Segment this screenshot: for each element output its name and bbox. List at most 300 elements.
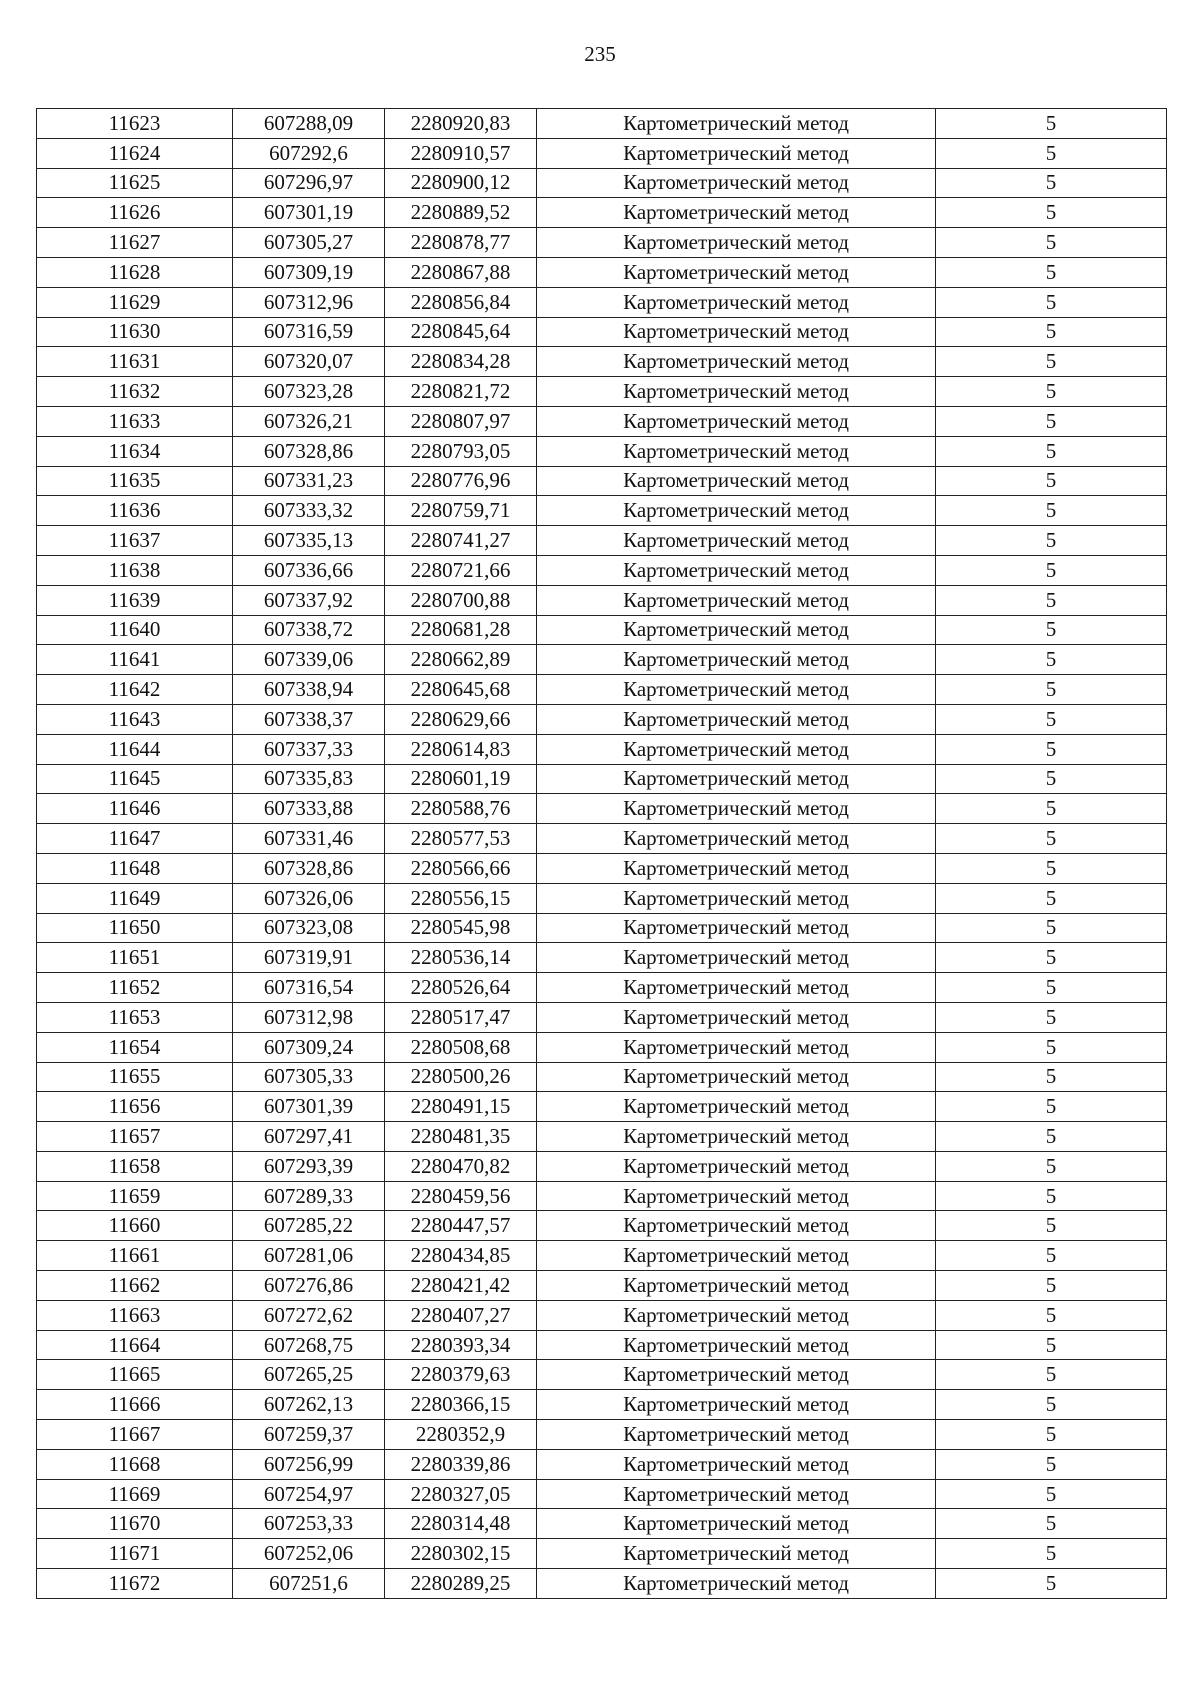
table-row [37, 1300, 1167, 1330]
method-cell: Картометрический метод [537, 109, 936, 139]
accuracy-cell: 5 [936, 377, 1167, 407]
x-coordinate-cell: 607339,06 [233, 645, 385, 675]
accuracy-cell: 5 [936, 109, 1167, 139]
y-coordinate-cell: 2280721,66 [385, 555, 537, 585]
accuracy-cell: 5 [936, 436, 1167, 466]
x-coordinate-cell: 607251,6 [233, 1569, 385, 1599]
x-coordinate-cell: 607333,88 [233, 794, 385, 824]
y-coordinate-cell: 2280741,27 [385, 526, 537, 556]
accuracy-cell: 5 [936, 1241, 1167, 1271]
accuracy-cell: 5 [936, 347, 1167, 377]
table-row [37, 138, 1167, 168]
table-row [37, 228, 1167, 258]
point-number-cell: 11665 [37, 1360, 233, 1390]
point-number-cell: 11626 [37, 198, 233, 228]
y-coordinate-cell: 2280588,76 [385, 794, 537, 824]
table-row [37, 704, 1167, 734]
x-coordinate-cell: 607268,75 [233, 1330, 385, 1360]
method-cell: Картометрический метод [537, 377, 936, 407]
y-coordinate-cell: 2280662,89 [385, 645, 537, 675]
x-coordinate-cell: 607312,96 [233, 287, 385, 317]
point-number-cell: 11657 [37, 1122, 233, 1152]
x-coordinate-cell: 607320,07 [233, 347, 385, 377]
point-number-cell: 11663 [37, 1300, 233, 1330]
point-number-cell: 11644 [37, 734, 233, 764]
y-coordinate-cell: 2280536,14 [385, 943, 537, 973]
point-number-cell: 11627 [37, 228, 233, 258]
table-row [37, 1241, 1167, 1271]
accuracy-cell: 5 [936, 526, 1167, 556]
y-coordinate-cell: 2280920,83 [385, 109, 537, 139]
accuracy-cell: 5 [936, 764, 1167, 794]
x-coordinate-cell: 607309,24 [233, 1032, 385, 1062]
y-coordinate-cell: 2280889,52 [385, 198, 537, 228]
method-cell: Картометрический метод [537, 257, 936, 287]
y-coordinate-cell: 2280700,88 [385, 585, 537, 615]
method-cell: Картометрический метод [537, 1330, 936, 1360]
y-coordinate-cell: 2280759,71 [385, 496, 537, 526]
point-number-cell: 11667 [37, 1420, 233, 1450]
x-coordinate-cell: 607254,97 [233, 1479, 385, 1509]
method-cell: Картометрический метод [537, 1241, 936, 1271]
accuracy-cell: 5 [936, 1539, 1167, 1569]
method-cell: Картометрический метод [537, 287, 936, 317]
table-row [37, 585, 1167, 615]
accuracy-cell: 5 [936, 466, 1167, 496]
table-row [37, 109, 1167, 139]
method-cell: Картометрический метод [537, 853, 936, 883]
method-cell: Картометрический метод [537, 168, 936, 198]
accuracy-cell: 5 [936, 1330, 1167, 1360]
y-coordinate-cell: 2280447,57 [385, 1211, 537, 1241]
point-number-cell: 11640 [37, 615, 233, 645]
y-coordinate-cell: 2280517,47 [385, 1002, 537, 1032]
accuracy-cell: 5 [936, 913, 1167, 943]
point-number-cell: 11650 [37, 913, 233, 943]
accuracy-cell: 5 [936, 1569, 1167, 1599]
x-coordinate-cell: 607331,23 [233, 466, 385, 496]
y-coordinate-cell: 2280601,19 [385, 764, 537, 794]
table-row [37, 377, 1167, 407]
y-coordinate-cell: 2280407,27 [385, 1300, 537, 1330]
y-coordinate-cell: 2280327,05 [385, 1479, 537, 1509]
method-cell: Картометрический метод [537, 704, 936, 734]
method-cell: Картометрический метод [537, 347, 936, 377]
y-coordinate-cell: 2280681,28 [385, 615, 537, 645]
table-row [37, 466, 1167, 496]
accuracy-cell: 5 [936, 675, 1167, 705]
accuracy-cell: 5 [936, 1420, 1167, 1450]
point-number-cell: 11641 [37, 645, 233, 675]
y-coordinate-cell: 2280421,42 [385, 1271, 537, 1301]
table-row [37, 436, 1167, 466]
table-row [37, 1181, 1167, 1211]
method-cell: Картометрический метод [537, 1092, 936, 1122]
table-row [37, 347, 1167, 377]
method-cell: Картометрический метод [537, 1181, 936, 1211]
y-coordinate-cell: 2280556,15 [385, 883, 537, 913]
y-coordinate-cell: 2280614,83 [385, 734, 537, 764]
table-row [37, 973, 1167, 1003]
method-cell: Картометрический метод [537, 1539, 936, 1569]
method-cell: Картометрический метод [537, 1569, 936, 1599]
accuracy-cell: 5 [936, 1002, 1167, 1032]
accuracy-cell: 5 [936, 734, 1167, 764]
accuracy-cell: 5 [936, 1509, 1167, 1539]
point-number-cell: 11669 [37, 1479, 233, 1509]
point-number-cell: 11638 [37, 555, 233, 585]
accuracy-cell: 5 [936, 1271, 1167, 1301]
accuracy-cell: 5 [936, 704, 1167, 734]
accuracy-cell: 5 [936, 794, 1167, 824]
y-coordinate-cell: 2280545,98 [385, 913, 537, 943]
x-coordinate-cell: 607262,13 [233, 1390, 385, 1420]
y-coordinate-cell: 2280878,77 [385, 228, 537, 258]
method-cell: Картометрический метод [537, 734, 936, 764]
table-row [37, 257, 1167, 287]
point-number-cell: 11642 [37, 675, 233, 705]
accuracy-cell: 5 [936, 645, 1167, 675]
method-cell: Картометрический метод [537, 1211, 936, 1241]
point-number-cell: 11662 [37, 1271, 233, 1301]
table-row [37, 555, 1167, 585]
method-cell: Картометрический метод [537, 466, 936, 496]
table-row [37, 1390, 1167, 1420]
y-coordinate-cell: 2280577,53 [385, 824, 537, 854]
y-coordinate-cell: 2280834,28 [385, 347, 537, 377]
method-cell: Картометрический метод [537, 943, 936, 973]
y-coordinate-cell: 2280793,05 [385, 436, 537, 466]
table-row [37, 198, 1167, 228]
method-cell: Картометрический метод [537, 1032, 936, 1062]
table-row [37, 496, 1167, 526]
x-coordinate-cell: 607335,83 [233, 764, 385, 794]
accuracy-cell: 5 [936, 1300, 1167, 1330]
method-cell: Картометрический метод [537, 198, 936, 228]
x-coordinate-cell: 607281,06 [233, 1241, 385, 1271]
accuracy-cell: 5 [936, 555, 1167, 585]
point-number-cell: 11645 [37, 764, 233, 794]
table-row [37, 1002, 1167, 1032]
accuracy-cell: 5 [936, 943, 1167, 973]
x-coordinate-cell: 607272,62 [233, 1300, 385, 1330]
point-number-cell: 11647 [37, 824, 233, 854]
y-coordinate-cell: 2280393,34 [385, 1330, 537, 1360]
method-cell: Картометрический метод [537, 1509, 936, 1539]
table-row [37, 824, 1167, 854]
x-coordinate-cell: 607338,37 [233, 704, 385, 734]
method-cell: Картометрический метод [537, 1002, 936, 1032]
y-coordinate-cell: 2280339,86 [385, 1449, 537, 1479]
point-number-cell: 11629 [37, 287, 233, 317]
x-coordinate-cell: 607336,66 [233, 555, 385, 585]
x-coordinate-cell: 607335,13 [233, 526, 385, 556]
point-number-cell: 11652 [37, 973, 233, 1003]
method-cell: Картометрический метод [537, 645, 936, 675]
page-number: 235 [584, 42, 616, 66]
method-cell: Картометрический метод [537, 913, 936, 943]
method-cell: Картометрический метод [537, 764, 936, 794]
accuracy-cell: 5 [936, 1390, 1167, 1420]
method-cell: Картометрический метод [537, 496, 936, 526]
x-coordinate-cell: 607265,25 [233, 1360, 385, 1390]
x-coordinate-cell: 607305,27 [233, 228, 385, 258]
point-number-cell: 11660 [37, 1211, 233, 1241]
y-coordinate-cell: 2280352,9 [385, 1420, 537, 1450]
table-row [37, 317, 1167, 347]
point-number-cell: 11646 [37, 794, 233, 824]
table-row [37, 287, 1167, 317]
accuracy-cell: 5 [936, 257, 1167, 287]
point-number-cell: 11655 [37, 1062, 233, 1092]
table-row [37, 168, 1167, 198]
y-coordinate-cell: 2280481,35 [385, 1122, 537, 1152]
method-cell: Картометрический метод [537, 794, 936, 824]
point-number-cell: 11634 [37, 436, 233, 466]
method-cell: Картометрический метод [537, 824, 936, 854]
y-coordinate-cell: 2280434,85 [385, 1241, 537, 1271]
x-coordinate-cell: 607312,98 [233, 1002, 385, 1032]
x-coordinate-cell: 607326,06 [233, 883, 385, 913]
method-cell: Картометрический метод [537, 1271, 936, 1301]
point-number-cell: 11631 [37, 347, 233, 377]
table-row [37, 526, 1167, 556]
method-cell: Картометрический метод [537, 526, 936, 556]
x-coordinate-cell: 607338,72 [233, 615, 385, 645]
method-cell: Картометрический метод [537, 1360, 936, 1390]
accuracy-cell: 5 [936, 1092, 1167, 1122]
point-number-cell: 11637 [37, 526, 233, 556]
point-number-cell: 11653 [37, 1002, 233, 1032]
x-coordinate-cell: 607289,33 [233, 1181, 385, 1211]
accuracy-cell: 5 [936, 585, 1167, 615]
accuracy-cell: 5 [936, 168, 1167, 198]
y-coordinate-cell: 2280821,72 [385, 377, 537, 407]
table-row [37, 1420, 1167, 1450]
y-coordinate-cell: 2280500,26 [385, 1062, 537, 1092]
method-cell: Картометрический метод [537, 1479, 936, 1509]
x-coordinate-cell: 607323,08 [233, 913, 385, 943]
x-coordinate-cell: 607297,41 [233, 1122, 385, 1152]
accuracy-cell: 5 [936, 228, 1167, 258]
method-cell: Картометрический метод [537, 1390, 936, 1420]
point-number-cell: 11630 [37, 317, 233, 347]
accuracy-cell: 5 [936, 853, 1167, 883]
table-row [37, 1151, 1167, 1181]
x-coordinate-cell: 607337,33 [233, 734, 385, 764]
x-coordinate-cell: 607305,33 [233, 1062, 385, 1092]
accuracy-cell: 5 [936, 1062, 1167, 1092]
point-number-cell: 11632 [37, 377, 233, 407]
x-coordinate-cell: 607292,6 [233, 138, 385, 168]
y-coordinate-cell: 2280508,68 [385, 1032, 537, 1062]
y-coordinate-cell: 2280645,68 [385, 675, 537, 705]
x-coordinate-cell: 607328,86 [233, 853, 385, 883]
accuracy-cell: 5 [936, 1151, 1167, 1181]
point-number-cell: 11628 [37, 257, 233, 287]
method-cell: Картометрический метод [537, 973, 936, 1003]
method-cell: Картометрический метод [537, 406, 936, 436]
table-row [37, 1360, 1167, 1390]
x-coordinate-cell: 607309,19 [233, 257, 385, 287]
point-number-cell: 11654 [37, 1032, 233, 1062]
table-row [37, 1539, 1167, 1569]
x-coordinate-cell: 607316,54 [233, 973, 385, 1003]
coordinates-table-body [37, 109, 1167, 1599]
method-cell: Картометрический метод [537, 1420, 936, 1450]
accuracy-cell: 5 [936, 883, 1167, 913]
point-number-cell: 11651 [37, 943, 233, 973]
accuracy-cell: 5 [936, 1032, 1167, 1062]
method-cell: Картометрический метод [537, 317, 936, 347]
y-coordinate-cell: 2280459,56 [385, 1181, 537, 1211]
x-coordinate-cell: 607296,97 [233, 168, 385, 198]
point-number-cell: 11659 [37, 1181, 233, 1211]
y-coordinate-cell: 2280302,15 [385, 1539, 537, 1569]
y-coordinate-cell: 2280470,82 [385, 1151, 537, 1181]
y-coordinate-cell: 2280629,66 [385, 704, 537, 734]
point-number-cell: 11664 [37, 1330, 233, 1360]
table-row [37, 764, 1167, 794]
x-coordinate-cell: 607285,22 [233, 1211, 385, 1241]
table-row [37, 913, 1167, 943]
point-number-cell: 11648 [37, 853, 233, 883]
y-coordinate-cell: 2280566,66 [385, 853, 537, 883]
point-number-cell: 11649 [37, 883, 233, 913]
method-cell: Картометрический метод [537, 1151, 936, 1181]
accuracy-cell: 5 [936, 317, 1167, 347]
y-coordinate-cell: 2280379,63 [385, 1360, 537, 1390]
x-coordinate-cell: 607337,92 [233, 585, 385, 615]
table-row [37, 853, 1167, 883]
accuracy-cell: 5 [936, 496, 1167, 526]
point-number-cell: 11671 [37, 1539, 233, 1569]
y-coordinate-cell: 2280776,96 [385, 466, 537, 496]
point-number-cell: 11672 [37, 1569, 233, 1599]
x-coordinate-cell: 607301,19 [233, 198, 385, 228]
point-number-cell: 11633 [37, 406, 233, 436]
accuracy-cell: 5 [936, 1360, 1167, 1390]
x-coordinate-cell: 607333,32 [233, 496, 385, 526]
method-cell: Картометрический метод [537, 883, 936, 913]
table-row [37, 1271, 1167, 1301]
coordinates-table [36, 108, 1167, 1599]
table-row [37, 1509, 1167, 1539]
point-number-cell: 11625 [37, 168, 233, 198]
x-coordinate-cell: 607256,99 [233, 1449, 385, 1479]
accuracy-cell: 5 [936, 138, 1167, 168]
accuracy-cell: 5 [936, 1479, 1167, 1509]
accuracy-cell: 5 [936, 1449, 1167, 1479]
table-row [37, 883, 1167, 913]
accuracy-cell: 5 [936, 615, 1167, 645]
accuracy-cell: 5 [936, 406, 1167, 436]
point-number-cell: 11668 [37, 1449, 233, 1479]
method-cell: Картометрический метод [537, 555, 936, 585]
x-coordinate-cell: 607331,46 [233, 824, 385, 854]
x-coordinate-cell: 607288,09 [233, 109, 385, 139]
point-number-cell: 11639 [37, 585, 233, 615]
accuracy-cell: 5 [936, 1181, 1167, 1211]
x-coordinate-cell: 607328,86 [233, 436, 385, 466]
method-cell: Картометрический метод [537, 615, 936, 645]
table-row [37, 1092, 1167, 1122]
x-coordinate-cell: 607338,94 [233, 675, 385, 705]
y-coordinate-cell: 2280491,15 [385, 1092, 537, 1122]
y-coordinate-cell: 2280526,64 [385, 973, 537, 1003]
point-number-cell: 11661 [37, 1241, 233, 1271]
table-row [37, 1449, 1167, 1479]
table-row [37, 1062, 1167, 1092]
table-row [37, 1479, 1167, 1509]
table-row [37, 1330, 1167, 1360]
accuracy-cell: 5 [936, 1122, 1167, 1152]
table-row [37, 1569, 1167, 1599]
y-coordinate-cell: 2280314,48 [385, 1509, 537, 1539]
x-coordinate-cell: 607319,91 [233, 943, 385, 973]
point-number-cell: 11658 [37, 1151, 233, 1181]
method-cell: Картометрический метод [537, 138, 936, 168]
table-row [37, 734, 1167, 764]
point-number-cell: 11635 [37, 466, 233, 496]
x-coordinate-cell: 607259,37 [233, 1420, 385, 1450]
method-cell: Картометрический метод [537, 1300, 936, 1330]
accuracy-cell: 5 [936, 1211, 1167, 1241]
accuracy-cell: 5 [936, 973, 1167, 1003]
y-coordinate-cell: 2280289,25 [385, 1569, 537, 1599]
x-coordinate-cell: 607276,86 [233, 1271, 385, 1301]
y-coordinate-cell: 2280900,12 [385, 168, 537, 198]
method-cell: Картометрический метод [537, 585, 936, 615]
method-cell: Картометрический метод [537, 228, 936, 258]
method-cell: Картометрический метод [537, 1062, 936, 1092]
table-row [37, 943, 1167, 973]
y-coordinate-cell: 2280366,15 [385, 1390, 537, 1420]
y-coordinate-cell: 2280867,88 [385, 257, 537, 287]
x-coordinate-cell: 607301,39 [233, 1092, 385, 1122]
table-row [37, 675, 1167, 705]
y-coordinate-cell: 2280807,97 [385, 406, 537, 436]
accuracy-cell: 5 [936, 824, 1167, 854]
table-row [37, 1211, 1167, 1241]
method-cell: Картометрический метод [537, 436, 936, 466]
x-coordinate-cell: 607316,59 [233, 317, 385, 347]
x-coordinate-cell: 607323,28 [233, 377, 385, 407]
x-coordinate-cell: 607326,21 [233, 406, 385, 436]
x-coordinate-cell: 607252,06 [233, 1539, 385, 1569]
point-number-cell: 11624 [37, 138, 233, 168]
accuracy-cell: 5 [936, 198, 1167, 228]
table-row [37, 615, 1167, 645]
x-coordinate-cell: 607293,39 [233, 1151, 385, 1181]
y-coordinate-cell: 2280845,64 [385, 317, 537, 347]
point-number-cell: 11643 [37, 704, 233, 734]
point-number-cell: 11656 [37, 1092, 233, 1122]
y-coordinate-cell: 2280856,84 [385, 287, 537, 317]
table-row [37, 1032, 1167, 1062]
point-number-cell: 11666 [37, 1390, 233, 1420]
x-coordinate-cell: 607253,33 [233, 1509, 385, 1539]
table-row [37, 406, 1167, 436]
point-number-cell: 11670 [37, 1509, 233, 1539]
y-coordinate-cell: 2280910,57 [385, 138, 537, 168]
point-number-cell: 11623 [37, 109, 233, 139]
table-row [37, 1122, 1167, 1152]
method-cell: Картометрический метод [537, 1449, 936, 1479]
point-number-cell: 11636 [37, 496, 233, 526]
accuracy-cell: 5 [936, 287, 1167, 317]
table-row [37, 645, 1167, 675]
